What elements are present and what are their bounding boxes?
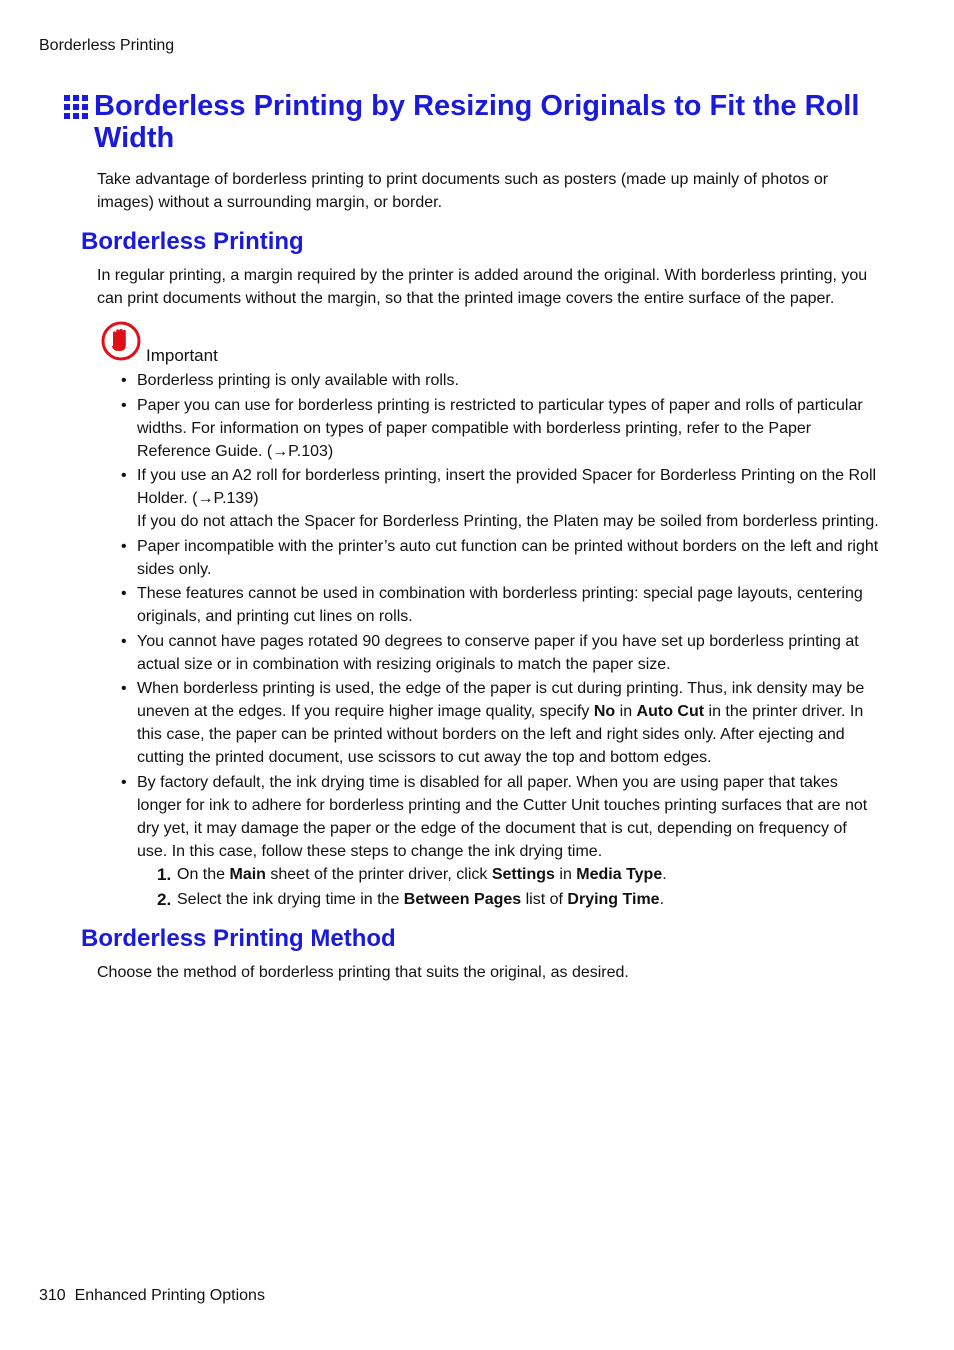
list-item: • These features cannot be used in combination with borderless printing: special page layouts, centering originals, and printing cut lines on rolls. bbox=[121, 582, 881, 628]
step-list bbox=[137, 863, 881, 911]
grid-bullet-icon bbox=[64, 95, 89, 120]
page-footer bbox=[39, 1287, 265, 1305]
intro-paragraph: Take advantage of borderless printing to print documents such as posters (made up mainly of photos or images) without a surrounding margin, or border. bbox=[97, 171, 829, 211]
step-item: 2. Select the ink drying time in the Between Pages list of Drying Time. bbox=[157, 889, 665, 909]
page-title: Borderless Printing by Resizing Originals to Fit the Roll Width bbox=[94, 90, 860, 154]
list-item: • When borderless printing is used, the edge of the paper is cut during printing. Thus, ink density may be uneven at the edges. If you require higher image quality, specify No in Auto Cut in the printer driver. In this case, the paper can be printed without borders on the left and right sides only. After ejecting and cutting the printed document, use scissors to cut away the top and bottom edges. bbox=[121, 677, 881, 769]
section-heading-borderless-printing: Borderless Printing bbox=[81, 228, 304, 255]
list-item: • Borderless printing is only available with rolls. bbox=[121, 369, 881, 392]
section-heading-borderless-printing-method: Borderless Printing Method bbox=[81, 925, 396, 952]
step-item: 1. On the Main sheet of the printer driver, click Settings in Media Type. bbox=[157, 864, 667, 884]
section-body-borderless-printing-method: Choose the method of borderless printing that suits the original, as desired. bbox=[97, 964, 629, 981]
important-list bbox=[121, 369, 881, 913]
list-item: • Paper incompatible with the printer’s auto cut function can be printed without borders on the left and right sides only. bbox=[121, 535, 881, 581]
hand-stop-icon bbox=[100, 320, 142, 362]
list-item: • You cannot have pages rotated 90 degrees to conserve paper if you have set up borderless printing at actual size or in combination with resizing originals to match the paper size. bbox=[121, 630, 881, 676]
important-label: Important bbox=[146, 346, 218, 365]
list-item: • If you use an A2 roll for borderless printing, insert the provided Spacer for Borderless Printing on the Roll Holder. (→P.139) If you do not attach the Spacer for Borderless Printing, the Platen may be soiled from borderless printing. bbox=[121, 464, 881, 533]
page-number: 310 bbox=[39, 1287, 66, 1304]
chapter-name: Enhanced Printing Options bbox=[74, 1287, 265, 1304]
page-title-row bbox=[64, 90, 904, 154]
list-item-note: If you do not attach the Spacer for Borderless Printing, the Platen may be soiled from borderless printing. bbox=[137, 513, 879, 530]
section-body-borderless-printing: In regular printing, a margin required by the printer is added around the original. With borderless printing, you can print documents without the margin, so that the printed image covers the entire surface of the paper. bbox=[97, 267, 868, 307]
list-item: • By factory default, the ink drying time is disabled for all paper. When you are using paper that takes longer for ink to adhere for borderless printing and the Cutter Unit touches printing surfaces that are not dry yet, it may damage the paper or the edge of the document that is cut, depending on frequency of use. In this case, follow these steps to change the ink drying time. 1. On the Main sheet of the printer driver, click Settings in Media Type. 2. Select the ink drying time in the Between Pages list of Drying Time. bbox=[121, 771, 881, 911]
list-item: • Paper you can use for borderless printing is restricted to particular types of paper and rolls of particular widths. For information on types of paper compatible with borderless printing, refer to the Paper Reference Guide. (→P.103) bbox=[121, 394, 881, 463]
running-header: Borderless Printing bbox=[39, 37, 175, 54]
